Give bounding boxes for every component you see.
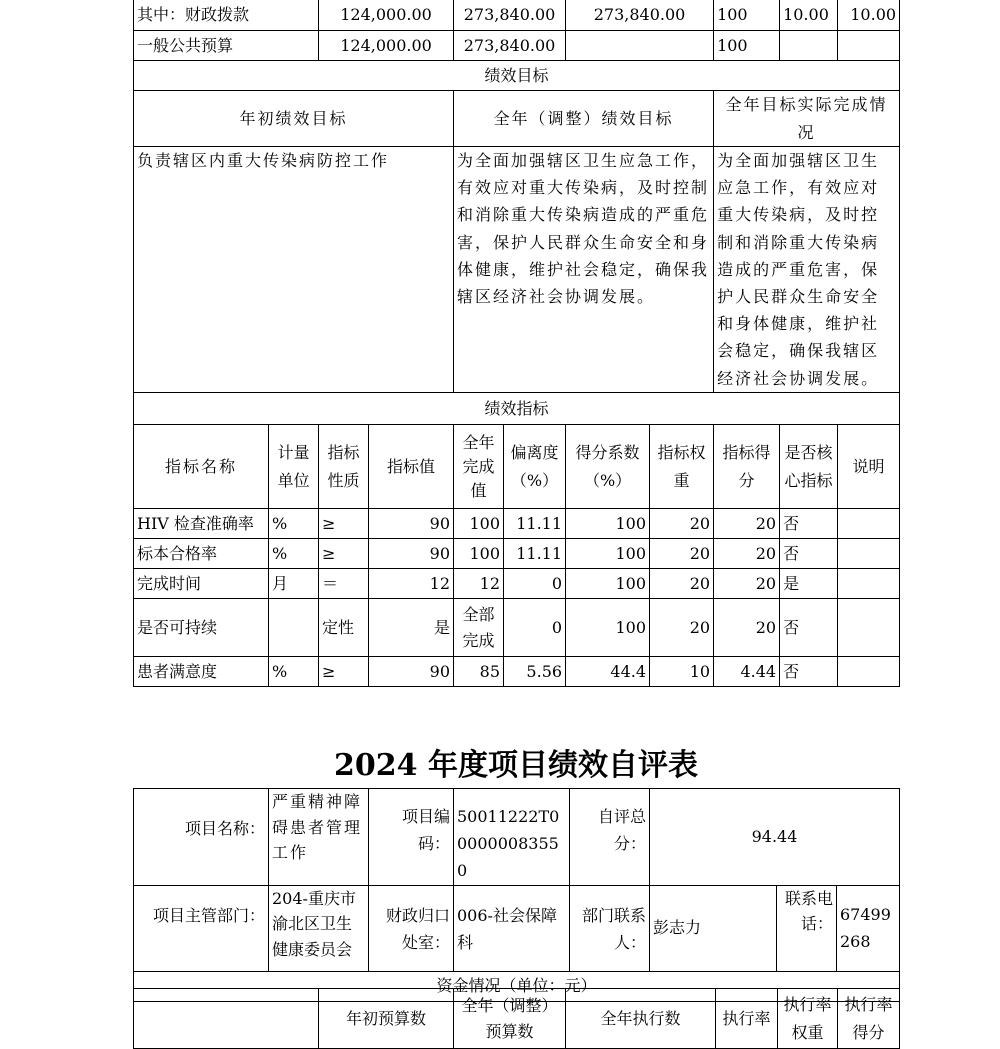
funds-executed: 273,840.00 [566,0,714,31]
indicator-actual: 100 [454,509,504,539]
funds-label: 其中：财政拨款 [134,0,319,31]
table-row [134,599,900,657]
indicator-core: 是 [780,569,838,599]
indicator-core: 否 [780,539,838,569]
table-row [134,657,900,687]
goals-initial-text: 负责辖区内重大传染病防控工作 [134,147,454,393]
indicator-weight: 20 [650,599,714,657]
funds-executed [566,31,714,61]
funds-initial: 124,000.00 [319,0,454,31]
indicator-nature: ≥ [319,509,369,539]
header-cell: 指标性质 [319,425,369,509]
header-cell: 执行率权重 [778,989,838,1049]
funds-row [134,31,900,61]
header-cell: 年初预算数 [319,989,454,1049]
indicator-coef: 100 [566,509,650,539]
project-code-label: 项目编码： [369,789,454,886]
indicator-target: 90 [369,539,454,569]
header-cell: 是否核心指标 [780,425,838,509]
indicator-nature: ≥ [319,539,369,569]
indicator-coef: 100 [566,599,650,657]
indicator-note [838,539,900,569]
funds-initial: 124,000.00 [319,31,454,61]
indicator-score: 20 [714,569,780,599]
goals-actual-text: 为全面加强辖区卫生应急工作，有效应对重大传染病，及时控制和消除重大传染病造成的严重危害，保护人民群众生命安全和身体健康，维护社会稳定，确保我辖区经济社会协调发展。 [714,147,900,393]
indicator-target: 90 [369,657,454,687]
indicator-unit: % [269,509,319,539]
indicator-unit: 月 [269,569,319,599]
dept-label: 项目主管部门： [134,885,269,971]
header-cell: 全年（调整）预算数 [454,989,566,1049]
project-name: 严重精神障碍患者管理工作 [269,789,369,886]
indicator-nature: ＝ [319,569,369,599]
funds-row [134,0,900,31]
indicator-target: 90 [369,509,454,539]
header-cell: 说明 [838,425,900,509]
header-cell: 指标得分 [714,425,780,509]
funds-score: 10.00 [838,0,900,31]
self-score-label: 自评总分： [570,789,650,886]
indicators-section-title: 绩效指标 [134,393,900,425]
indicator-name: 标本合格率 [134,539,269,569]
funds-rate: 100 [714,31,780,61]
indicator-coef: 44.4 [566,657,650,687]
indicator-deviation: 11.11 [504,539,566,569]
phone: 67499268 [837,885,900,971]
project-code: 50011222T000000083550 [454,789,570,886]
self-evaluation-table [133,788,900,1002]
indicator-coef: 100 [566,539,650,569]
phone-label: 联系电话： [777,885,837,971]
indicator-note [838,509,900,539]
funds-adjusted: 273,840.00 [454,0,566,31]
indicator-target: 12 [369,569,454,599]
funds-label: 一般公共预算 [134,31,319,61]
header-cell: 指标权重 [650,425,714,509]
indicator-actual: 100 [454,539,504,569]
indicator-unit: % [269,657,319,687]
indicator-coef: 100 [566,569,650,599]
self-score: 94.44 [650,789,900,886]
indicator-name: 患者满意度 [134,657,269,687]
funds-weight [780,31,838,61]
indicator-deviation: 5.56 [504,657,566,687]
indicator-score: 4.44 [714,657,780,687]
indicator-nature: 定性 [319,599,369,657]
indicator-note [838,657,900,687]
indicator-score: 20 [714,539,780,569]
indicator-score: 20 [714,509,780,539]
header-cell: 计量单位 [269,425,319,509]
indicator-name: 是否可持续 [134,599,269,657]
funds-rate: 100 [714,0,780,31]
goals-col-actual: 全年目标实际完成情况 [714,91,900,147]
contact-label: 部门联系人： [570,885,650,971]
indicator-name: 完成时间 [134,569,269,599]
funds-header-row [134,989,900,1049]
funds-header-table [133,988,900,1049]
indicator-actual: 12 [454,569,504,599]
header-cell: 指标名称 [134,425,269,509]
indicator-score: 20 [714,599,780,657]
header-cell: 指标值 [369,425,454,509]
indicator-unit [269,599,319,657]
indicator-target: 是 [369,599,454,657]
funds-weight: 10.00 [780,0,838,31]
table-row [134,509,900,539]
indicator-note [838,599,900,657]
funds-header-blank [134,989,319,1049]
indicator-weight: 20 [650,539,714,569]
indicator-deviation: 11.11 [504,509,566,539]
funds-adjusted: 273,840.00 [454,31,566,61]
indicator-core: 否 [780,509,838,539]
indicator-deviation: 0 [504,599,566,657]
finance: 006-社会保障科 [454,885,570,971]
finance-label: 财政归口处室： [369,885,454,971]
indicator-weight: 10 [650,657,714,687]
goals-col-initial: 年初绩效目标 [134,91,454,147]
funds-section-title: 资金情况（单位：元） [134,971,900,1001]
goals-col-adjusted: 全年（调整）绩效目标 [454,91,714,147]
indicator-name: HIV 检查准确率 [134,509,269,539]
header-cell: 执行率得分 [838,989,900,1049]
indicator-nature: ≥ [319,657,369,687]
indicator-note [838,569,900,599]
header-cell: 全年完成值 [454,425,504,509]
table-row [134,539,900,569]
indicator-weight: 20 [650,509,714,539]
page-title: 2024 年度项目绩效自评表 [334,748,698,783]
funds-score [838,31,900,61]
dept: 204-重庆市渝北区卫生健康委员会 [269,885,369,971]
indicator-unit: % [269,539,319,569]
indicator-deviation: 0 [504,569,566,599]
table-row [134,569,900,599]
header-cell: 得分系数（%） [566,425,650,509]
header-cell: 全年执行数 [566,989,716,1049]
indicator-core: 否 [780,599,838,657]
indicator-actual: 85 [454,657,504,687]
goals-section-title: 绩效目标 [134,61,900,91]
performance-table [133,0,900,687]
indicator-core: 否 [780,657,838,687]
project-name-label: 项目名称： [134,789,269,886]
goals-adjusted-text: 为全面加强辖区卫生应急工作，有效应对重大传染病，及时控制和消除重大传染病造成的严重危害，保护人民群众生命安全和身体健康，维护社会稳定，确保我辖区经济社会协调发展。 [454,147,714,393]
indicator-actual: 全部完成 [454,599,504,657]
contact: 彭志力 [650,885,777,971]
indicators-header-row [134,425,900,509]
indicator-weight: 20 [650,569,714,599]
header-cell: 执行率 [716,989,778,1049]
header-cell: 偏离度（%） [504,425,566,509]
